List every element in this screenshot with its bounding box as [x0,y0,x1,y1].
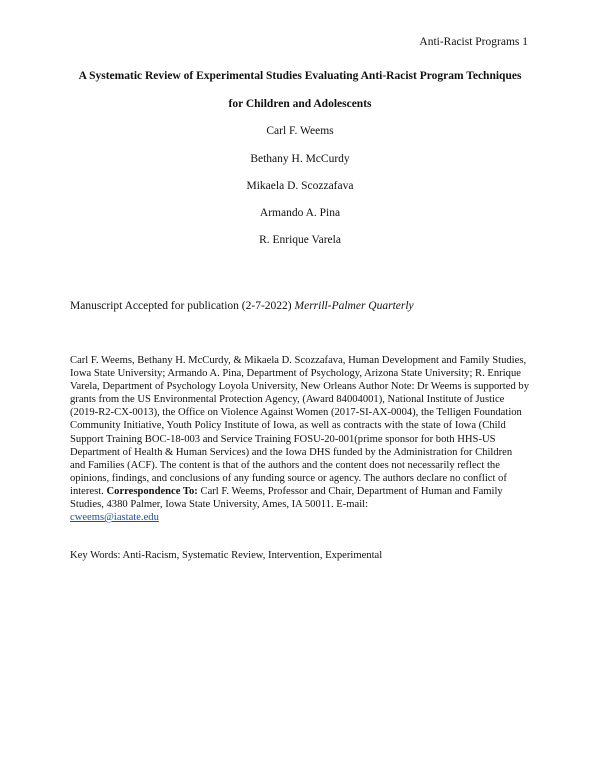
author-name: Bethany H. McCurdy [250,153,350,165]
keywords: Key Words: Anti-Racism, Systematic Review, Intervention, Experimental [70,550,383,561]
author-name: Carl F. Weems [266,125,334,137]
author-name: Mikaela D. Scozzafava [246,180,354,192]
manuscript-status-line [70,300,414,312]
email-link[interactable]: cweems@iastate.edu [70,512,159,524]
author-note-body: Carl F. Weems, Bethany H. McCurdy, & Mikaela D. Scozzafava, Human Development and Family Studies, Iowa State University; Armando A. Pina, Department of Psychology, Arizona State University; R. Enrique Varela, Department of Psychology Loyola University, New Orleans Author Note: Dr Weems is supported by grants from the US Environmental Protection Agency, (Award 84004001), National Institute of Justice (2019-R2-CX-0013), the Office on Violence Against Women (2017-SI-AX-0004), the Telligen Foundation Community Initiative, Youth Policy Institute of Iowa, as well as contracts with the state of Iowa (Child Support Training BOC-18-003 and Service Training FOSU-20-001(prime sponsor for both HHS-US Department of Health & Human Services) and the Iowa DHS funded by the Administration for Children and Families (ACF). The content is that of the authors and the content does not necessarily reflect the opinions, findings, and conclusions of any funding source or agency. The authors declare no conflict of interest. [70,355,529,497]
author-note [70,354,530,524]
manuscript-status: Manuscript Accepted for publication (2-7-2022) [70,300,292,312]
author-name: Armando A. Pina [259,207,341,219]
correspondence-label: Correspondence To: [106,485,198,497]
paper-title-line-1: A Systematic Review of Experimental Studies Evaluating Anti-Racist Program Techniques [78,70,522,82]
running-head: Anti-Racist Programs 1 [419,36,528,48]
paper-title-line-2: for Children and Adolescents [228,98,372,110]
author-name: R. Enrique Varela [259,234,341,246]
journal-name: Merrill-Palmer Quarterly [294,300,414,312]
correspondence-text: Carl F. Weems, Professor and Chair, Department of Human and Family Studies, 4380 Palmer, Iowa State University, Ames, IA 50011. E-mail: [70,485,503,511]
